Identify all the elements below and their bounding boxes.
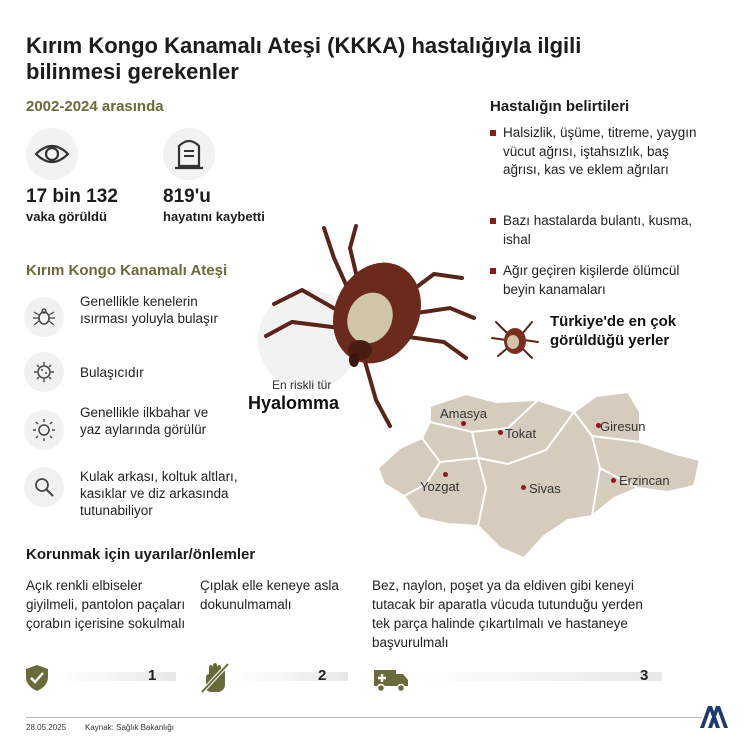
fact-icon-bg [24,410,64,450]
disease-heading: Kırım Kongo Kanamalı Ateşi [26,262,228,279]
fact-body-areas: Kulak arkası, koltuk altları, kasıklar ve diz arkasında tutunabiliyor [80,469,238,518]
page-title: Kırım Kongo Kanamalı Ateşi (KKKA) hastalığıyla ilgili bilinmesi gerekenler [26,33,582,84]
map-city-amasya: Amasya [440,406,487,421]
map-city-erzincan: Erzincan [619,473,670,488]
prevention-step-text: Bez, naylon, poşet ya da eldiven gibi keneyi tutacak bir aparatla vücuda tutunduğu yerden tek parça halinde çıkartılmalı ve hastaneye başvurulmalı [372,578,643,650]
symptoms-heading: Hastalığın belirtileri [490,98,630,115]
small-tick-icon [488,312,542,366]
bullet [490,130,496,136]
map-city-yozgat: Yozgat [420,479,460,494]
symptom-item: Halsizlik, üşüme, titreme, yaygın vücut ağrısı, iştahsızlık, baş ağrısı, kas ve eklem ağrıları [503,125,697,177]
map-city-sivas: Sivas [529,481,561,496]
fact-contagious: Bulaşıcıdır [80,365,144,380]
symptom-item: Ağır geçiren kişilerde ölümcül beyin kanamaları [503,263,680,297]
city-dot-amasya [461,421,466,426]
step-number: 2 [318,667,327,684]
map-city-giresun: Giresun [600,419,646,434]
footer-divider [26,717,702,718]
stat-icon-bg [26,128,78,180]
city-dot-sivas [521,485,526,490]
step-number: 1 [148,667,157,684]
magnifier-icon [31,474,57,500]
bullet [490,218,496,224]
prevention-step-text: Çıplak elle keneye asla dokunulmamalı [200,578,339,612]
shield-check-icon [24,664,50,692]
cases-label: vaka görüldü [26,209,107,224]
deaths-count: 819'u [163,186,211,207]
period-label: 2002-2024 arasında [26,98,164,115]
map-city-tokat: Tokat [505,426,537,441]
gravestone-icon [163,128,215,180]
fact-icon-bg [24,297,64,337]
aa-logo [698,704,728,730]
city-dot-erzincan [611,478,616,483]
fact-icon-bg [24,352,64,392]
step-bar [236,672,348,681]
tick-icon [31,304,57,330]
prevention-step-text: Açık renkli elbiseler giyilmeli, pantolon paçaları çorabın içerisine sokulmalı [26,578,186,631]
no-hand-icon [200,662,230,694]
step-bar [58,672,176,681]
sun-icon [31,417,57,443]
cases-count: 17 bin 132 [26,186,118,207]
stat-icon-bg [163,128,215,180]
fact-icon-bg [24,467,64,507]
virus-icon [31,359,57,385]
footer-source: Kaynak: Sağlık Bakanlığı [85,723,174,732]
fact-season: Genellikle ilkbahar ve yaz aylarında görülür [80,405,209,437]
symptom-item: Bazı hastalarda bulantı, kusma, ishal [503,213,693,247]
step-bar [412,672,662,681]
bullet [490,268,496,274]
prevention-heading: Korunmak için uyarılar/önlemler [26,546,256,563]
tick-species-name: Hyalomma [248,393,340,413]
fact-transmission: Genellikle kenelerin ısırması yoluyla bulaşır [80,294,219,326]
ambulance-icon [372,664,410,694]
eye-icon [26,128,78,180]
footer-date: 28.05.2025 [26,723,67,732]
step-number: 3 [640,667,649,684]
tick-caption-label: En riskli tür [272,378,332,392]
city-dot-yozgat [443,472,448,477]
map-heading: Türkiye'de en çok görüldüğü yerler [550,313,677,349]
deaths-label: hayatını kaybetti [163,209,265,224]
region-map [378,388,730,562]
city-dot-tokat [498,430,503,435]
